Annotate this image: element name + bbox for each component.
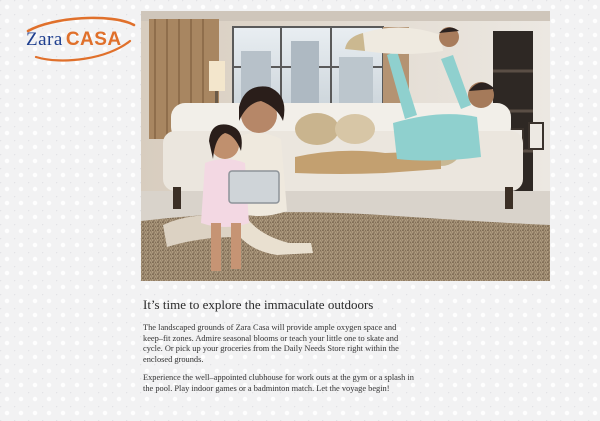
brand-logo bbox=[22, 15, 140, 63]
family-living-room-photo bbox=[141, 11, 550, 281]
body-paragraph-grounds: The landscaped grounds of Zara Casa will provide ample oxygen space and keep–fit zones. Admire seasonal blooms or teach your little one to skate and cycle. Or pick up your groceries from the Daily Needs Store right within the enclosed grounds. bbox=[143, 323, 399, 364]
logo-word-casa: CASA bbox=[65, 29, 122, 50]
section-heading: It’s time to explore the immaculate outdoors bbox=[143, 297, 374, 312]
body-paragraph-clubhouse: Experience the well–appointed clubhouse for work outs at the gym or a splash in the pool. Play indoor games or a badminton match. Let the voyage begin! bbox=[143, 373, 414, 393]
logo-word-zara: Zara bbox=[26, 29, 63, 50]
